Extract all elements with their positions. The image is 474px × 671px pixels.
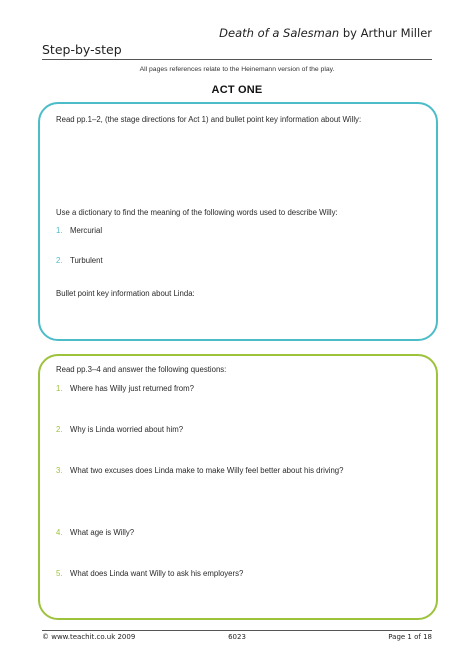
dictionary-prompt: Use a dictionary to find the meaning of the following words used to describe Willy:	[56, 208, 338, 217]
act-title: ACT ONE	[211, 84, 263, 96]
question-item	[56, 528, 134, 537]
word-item	[56, 256, 103, 265]
activity-box-questions	[38, 354, 438, 620]
footer-resource-id: 6023	[228, 633, 246, 641]
question-number: 2.	[56, 425, 63, 434]
question-text: Why is Linda worried about him?	[70, 425, 184, 434]
word-item	[56, 226, 102, 235]
question-text: What two excuses does Linda make to make Willy feel better about his driving?	[70, 466, 344, 475]
linda-prompt: Bullet point key information about Linda:	[56, 289, 195, 298]
question-number: 4.	[56, 528, 63, 537]
question-number: 1.	[56, 384, 63, 393]
word-text: Turbulent	[70, 256, 103, 265]
questions-instruction: Read pp.3–4 and answer the following questions:	[56, 365, 227, 374]
question-text: What age is Willy?	[70, 528, 135, 537]
question-number: 5.	[56, 569, 63, 578]
question-text: What does Linda want Willy to ask his employers?	[70, 569, 244, 578]
question-item	[56, 466, 343, 475]
willy-instruction: Read pp.1–2, (the stage directions for Act 1) and bullet point key information about Willy:	[56, 115, 362, 124]
footer-copyright: © www.teachit.co.uk 2009	[42, 633, 136, 641]
header-divider	[42, 59, 432, 60]
question-item	[56, 425, 183, 434]
question-text: Where has Willy just returned from?	[70, 384, 194, 393]
word-number: 1.	[56, 226, 63, 235]
page-reference-note: All pages references relate to the Heinemann version of the play.	[139, 66, 335, 73]
footer-divider	[42, 630, 432, 631]
word-number: 2.	[56, 256, 63, 265]
document-title	[219, 26, 432, 40]
author-text: by Arthur Miller	[339, 26, 432, 40]
question-item	[56, 569, 243, 578]
question-item	[56, 384, 194, 393]
word-text: Mercurial	[70, 226, 103, 235]
footer-page-number: Page 1 of 18	[388, 633, 432, 641]
play-title: Death of a Salesman	[219, 26, 340, 40]
question-number: 3.	[56, 466, 63, 475]
activity-box-willy	[38, 102, 438, 341]
section-title: Step-by-step	[42, 42, 122, 57]
